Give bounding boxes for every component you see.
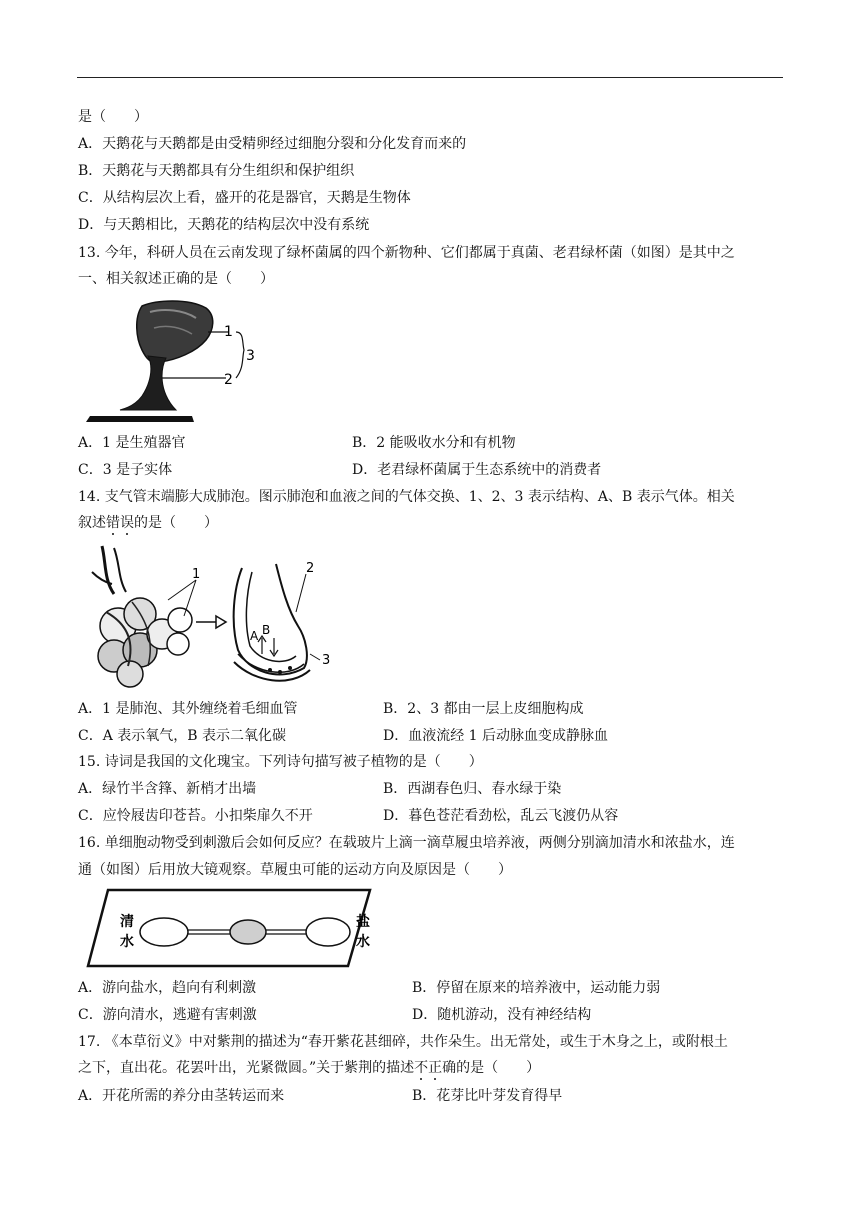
q17-option-b: B．花芽比叶芽发育得早 xyxy=(412,1088,563,1104)
q14-option-d: D．血液流经 1 后动脉血变成静脉血 xyxy=(383,728,609,744)
q14-stem-line2-pre: 叙述 xyxy=(78,515,106,531)
q17-stem-line2-post: 确的是（ ） xyxy=(442,1060,541,1076)
q12-option-a: A．天鹅花与天鹅都是由受精卵经过细胞分裂和分化发育而来的 xyxy=(78,136,467,152)
q13-option-b: B．2 能吸收水分和有机物 xyxy=(352,435,516,451)
q14-option-a: A．1 是肺泡、其外缠绕着毛细血管 xyxy=(78,701,298,717)
q14-stem-line1: 14. 支气管末端膨大成肺泡。图示肺泡和血液之间的气体交换、1、2、3 表示结构、A、B 表示气体。相关 xyxy=(78,489,735,505)
q12-stem-tail: 是（ ） xyxy=(78,109,148,125)
q15-option-a: A．绿竹半含箨、新梢才出墙 xyxy=(78,781,257,797)
q12-option-b: B．天鹅花与天鹅都具有分生组织和保护组织 xyxy=(78,163,355,179)
q15-option-c: C．应怜屐齿印苍苔。小扣柴扉久不开 xyxy=(78,808,313,824)
slide-label-salt-1: 盐 xyxy=(356,914,370,930)
alveolus-label-1: 1 xyxy=(192,567,201,582)
fungus-label-2: 2 xyxy=(224,372,233,388)
q14-emphasis-char-1: 错 xyxy=(106,515,120,531)
alveolus-figure xyxy=(84,542,344,692)
q15-stem: 15. 诗词是我国的文化瑰宝。下列诗句描写被子植物的是（ ） xyxy=(78,754,483,770)
slide-label-fresh-1: 清 xyxy=(120,914,134,930)
alveolus-label-3: 3 xyxy=(322,653,331,668)
fungus-figure xyxy=(84,298,284,422)
q12-option-c: C．从结构层次上看，盛开的花是器官，天鹅是生物体 xyxy=(78,190,411,206)
q16-option-b: B．停留在原来的培养液中，运动能力弱 xyxy=(412,980,661,996)
q16-option-c: C．游向清水，逃避有害刺激 xyxy=(78,1007,257,1023)
q17-stem-line1: 17. 《本草衍义》中对紫荆的描述为“春开紫花甚细碎，共作朵生。出无常处，或生于木身之上，或附根土 xyxy=(78,1034,728,1050)
q16-option-d: D．随机游动，没有神经结构 xyxy=(412,1007,592,1023)
q16-option-a: A．游向盐水，趋向有利刺激 xyxy=(78,980,257,996)
q13-option-c: C．3 是子实体 xyxy=(78,462,173,478)
q16-stem-line1: 16. 单细胞动物受到刺激后会如何反应？在载玻片上滴一滴草履虫培养液，两侧分别滴加清水和浓盐水，连 xyxy=(78,835,735,851)
q14-option-c: C．A 表示氧气，B 表示二氧化碳 xyxy=(78,728,287,744)
paramecium-slide-figure xyxy=(84,886,376,970)
q17-option-a: A．开花所需的养分由茎转运而来 xyxy=(78,1088,285,1104)
q16-stem-line2: 通（如图）后用放大镜观察。草履虫可能的运动方向及原因是（ ） xyxy=(78,862,512,878)
fungus-label-1: 1 xyxy=(224,324,233,340)
q14-option-b: B．2、3 都由一层上皮细胞构成 xyxy=(383,701,584,717)
q13-stem-line1: 13. 今年，科研人员在云南发现了绿杯菌属的四个新物种、它们都属于真菌、老君绿杯菌（如图）是其中之 xyxy=(78,245,735,261)
q17-emphasis-char-1: 不 xyxy=(414,1060,429,1076)
q17-stem-line2-pre: 之下，直出花。花罢叶出，光紧微圆。”关于紫荆的描述 xyxy=(78,1060,415,1076)
q13-option-a: A．1 是生殖器官 xyxy=(78,435,186,451)
fungus-label-3: 3 xyxy=(246,348,255,364)
alveolus-label-a: A xyxy=(250,629,259,643)
q14-emphasis-char-2: 误 xyxy=(120,515,134,531)
q17-emphasis-char-2: 正 xyxy=(428,1060,443,1076)
q15-option-b: B．西湖春色归、春水绿于染 xyxy=(383,781,562,797)
alveolus-label-2: 2 xyxy=(306,561,315,576)
q14-stem-line2-post: 的是（ ） xyxy=(134,515,218,531)
q17-stem-line2 xyxy=(78,1059,540,1077)
q13-stem-line2: 一、相关叙述正确的是（ ） xyxy=(78,271,274,287)
alveolus-label-b: B xyxy=(262,623,271,637)
header-rule xyxy=(77,77,783,78)
slide-label-fresh-2: 水 xyxy=(120,934,134,950)
q12-option-d: D．与天鹅相比，天鹅花的结构层次中没有系统 xyxy=(78,217,370,233)
q15-option-d: D．暮色苍茫看劲松，乱云飞渡仍从容 xyxy=(383,808,619,824)
q14-stem-line2 xyxy=(78,514,218,532)
slide-label-salt-2: 水 xyxy=(356,934,370,950)
q13-option-d: D．老君绿杯菌属于生态系统中的消费者 xyxy=(352,462,602,478)
